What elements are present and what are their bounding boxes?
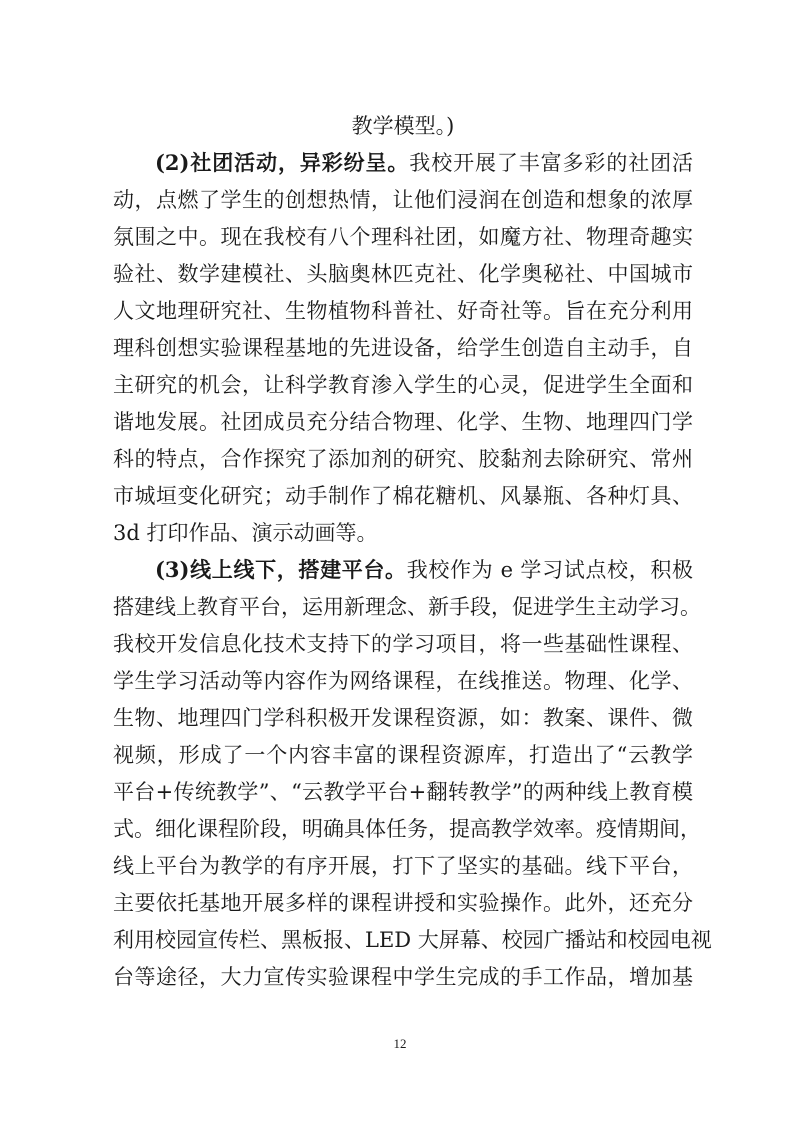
paragraph-heading-line — [155, 145, 693, 181]
text-line: 式。细化课程阶段，明确具体任务，提高教学效率。疫情期间， — [113, 817, 701, 841]
text-line: 市城垣变化研究；动手制作了棉花糖机、风暴瓶、各种灯具、 — [113, 484, 693, 508]
text-line: 人文地理研究社、生物植物科普社、好奇社等。旨在充分利用 — [113, 299, 693, 323]
text-line: 理科创想实验课程基地的先进设备，给学生创造自主动手，自 — [113, 336, 693, 360]
paragraph-lead: (3)线上线下，搭建平台。 — [155, 557, 407, 582]
text-line: 谐地发展。社团成员充分结合物理、化学、生物、地理四门学 — [113, 410, 693, 434]
text-line: 科的特点，合作探究了添加剂的研究、胶黏剂去除研究、常州 — [113, 447, 693, 471]
page-number: 12 — [393, 1036, 407, 1051]
paragraph-heading-line — [155, 552, 693, 588]
text-line: 学生学习活动等内容作为网络课程，在线推送。物理、化学、 — [113, 669, 693, 693]
text-line: 平台+传统教学”、“云教学平台+翻转教学”的两种线上教育模 — [113, 780, 693, 804]
text-line: 氛围之中。现在我校有八个理科社团，如魔方社、物理奇趣实 — [113, 225, 693, 249]
text-line: 验社、数学建模社、头脑奥林匹克社、化学奥秘社、中国城市 — [113, 262, 693, 286]
text-span: 我校作为 e 学习试点校，积极 — [406, 558, 694, 582]
text-line: 动，点燃了学生的创想热情，让他们浸润在创造和想象的浓厚 — [113, 188, 693, 212]
text-line: 教学模型。) — [351, 114, 455, 138]
text-line: 主要依托基地开展多样的课程讲授和实验操作。此外，还充分 — [113, 891, 693, 915]
text-line: 我校开发信息化技术支持下的学习项目，将一些基础性课程、 — [113, 632, 693, 656]
text-line: 视频，形成了一个内容丰富的课程资源库，打造出了“云教学 — [113, 743, 693, 767]
text-line: 线上平台为教学的有序开展，打下了坚实的基础。线下平台， — [113, 854, 693, 878]
text-line: 3d 打印作品、演示动画等。 — [113, 521, 378, 545]
paragraph-lead: (2)社团活动，异彩纷呈。 — [155, 150, 410, 175]
text-span: 我校开展了丰富多彩的社团活 — [409, 151, 693, 175]
text-line: 台等途径，大力宣传实验课程中学生完成的手工作品，增加基 — [113, 965, 693, 989]
text-line: 主研究的机会，让科学教育渗入学生的心灵，促进学生全面和 — [113, 373, 693, 397]
text-line: 生物、地理四门学科积极开发课程资源，如：教案、课件、微 — [113, 706, 693, 730]
text-line: 利用校园宣传栏、黑板报、LED 大屏幕、校园广播站和校园电视 — [113, 928, 712, 952]
text-line: 搭建线上教育平台，运用新理念、新手段，促进学生主动学习。 — [113, 595, 701, 619]
